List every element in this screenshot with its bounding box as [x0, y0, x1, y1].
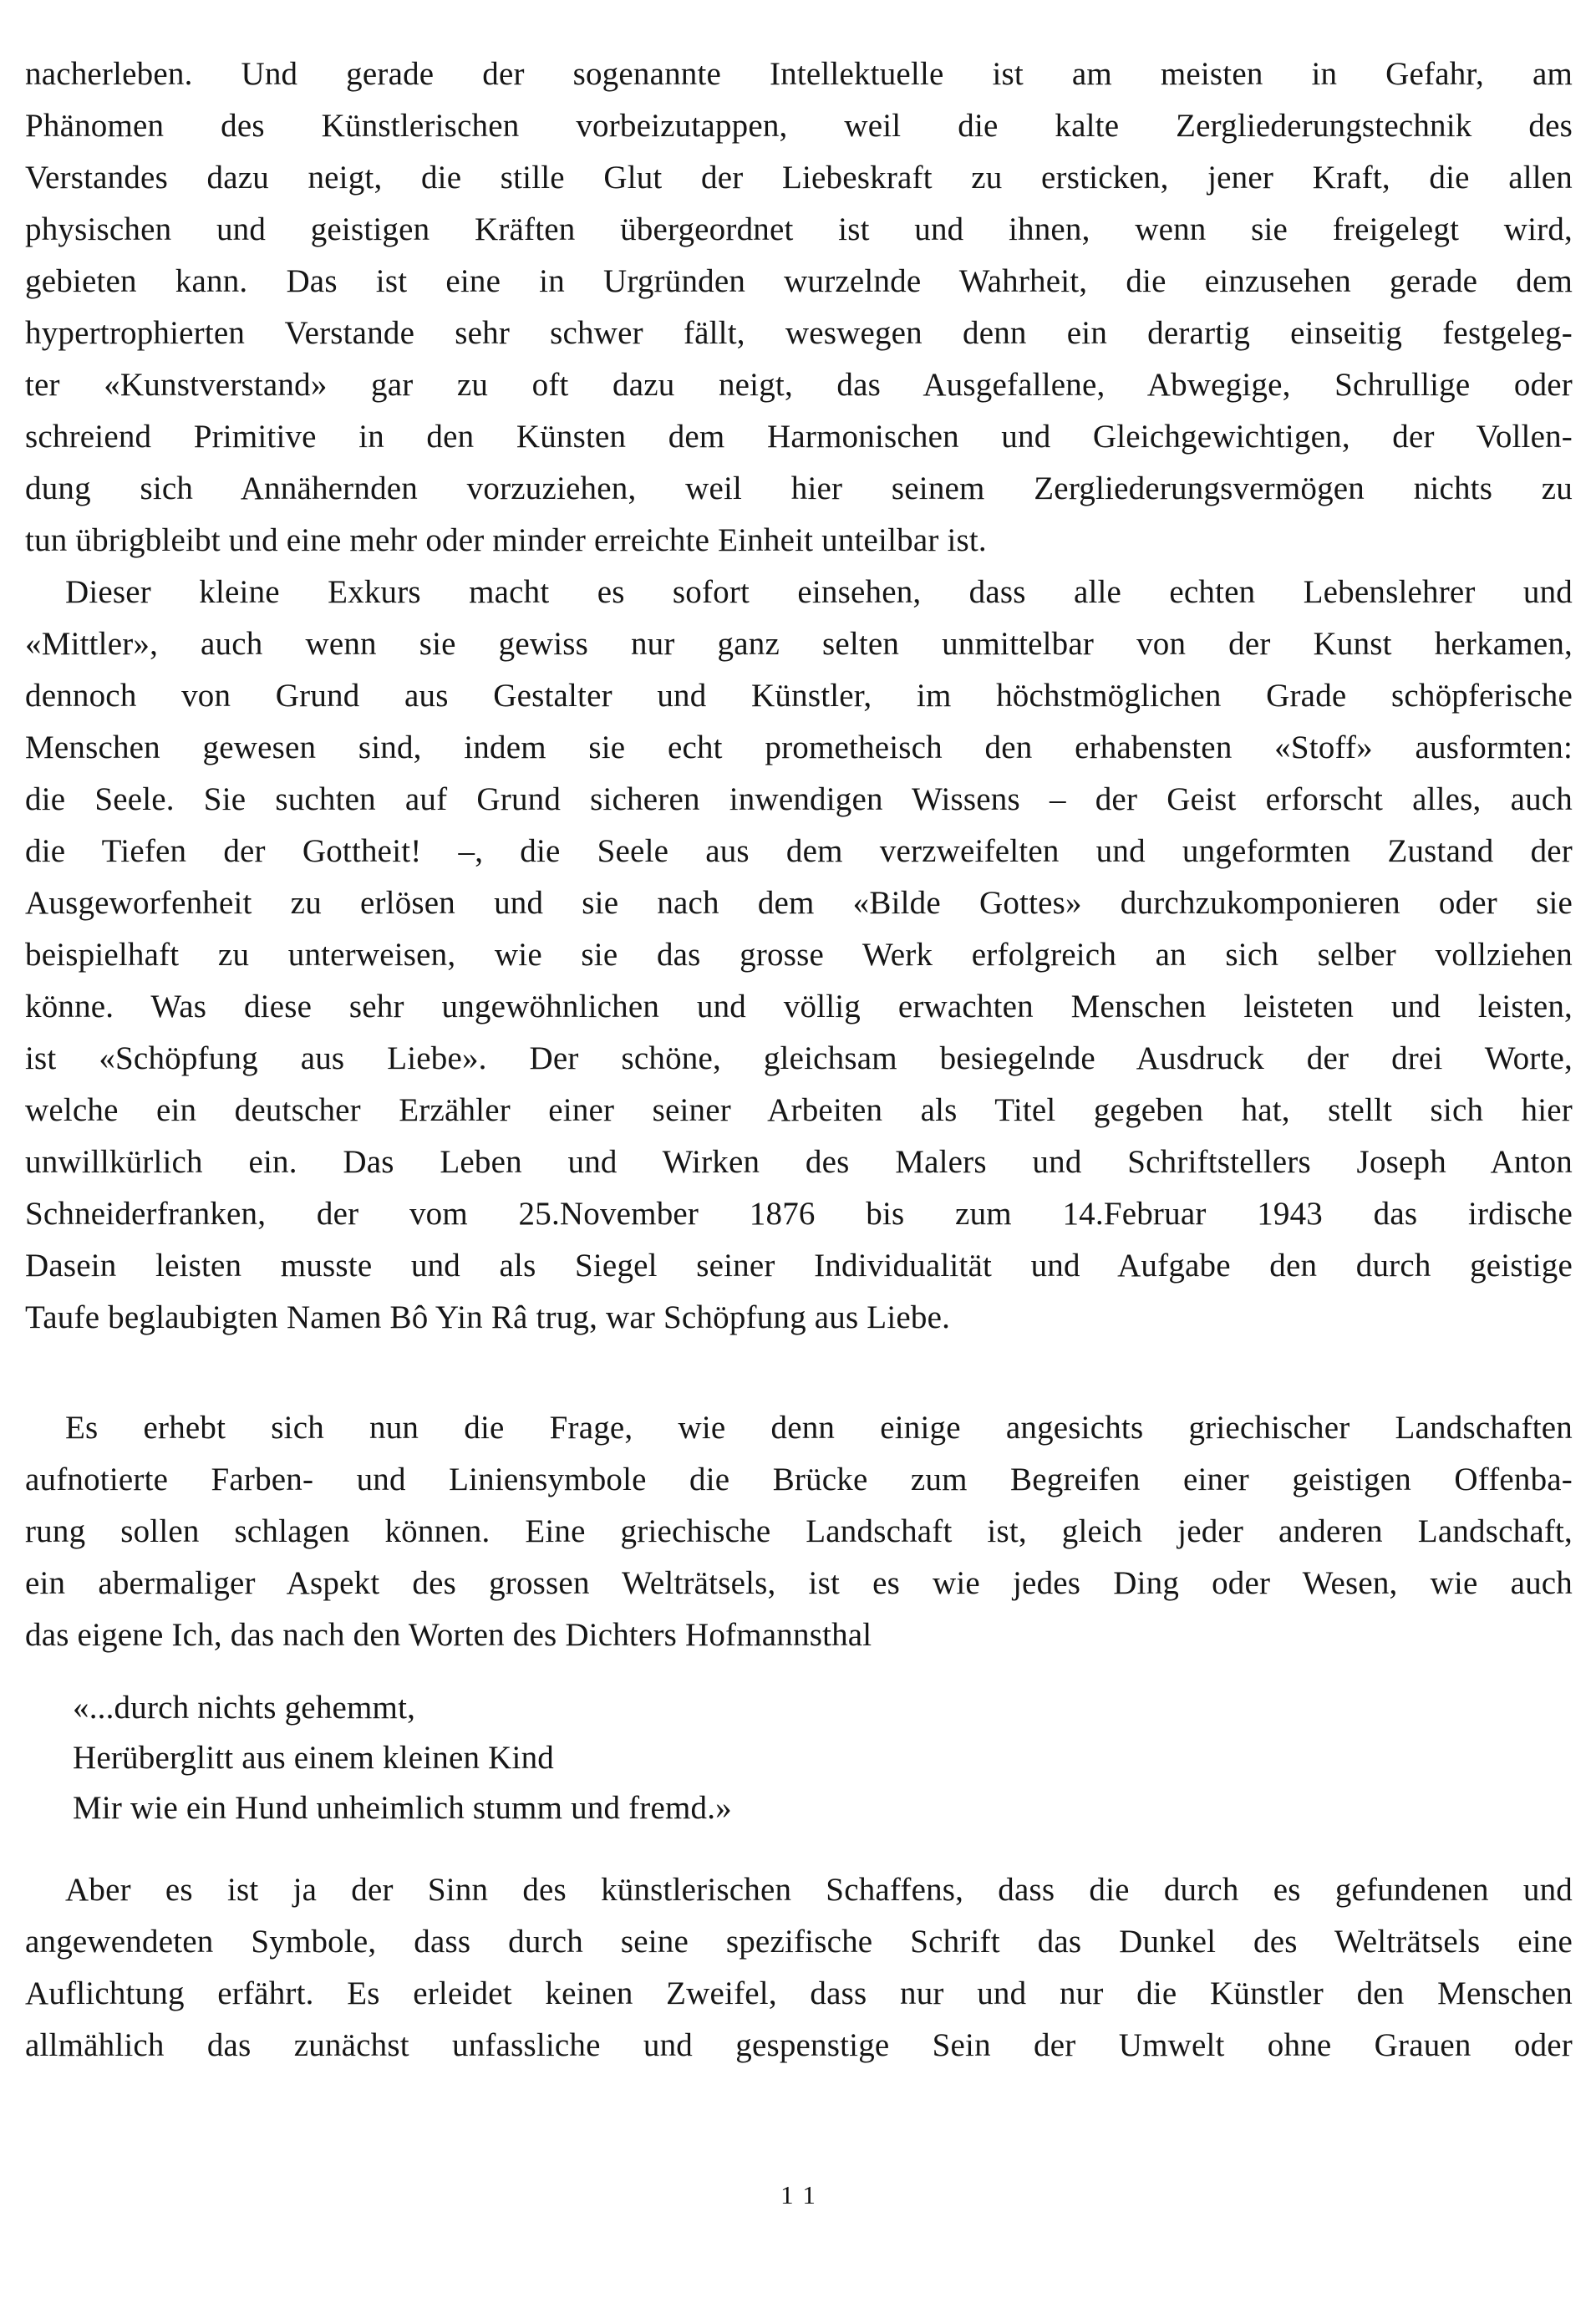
text-line: tun übrigbleibt und eine mehr oder minder erreichte Einheit unteilbar ist. [25, 522, 987, 558]
text-line: welche ein deutscher Erzähler einer seiner Arbeiten als Titel gegeben hat, stellt sich hier [25, 1092, 1573, 1128]
text-line: gebieten kann. Das ist eine in Urgründen wurzelnde Wahrheit, die einzusehen gerade dem [25, 263, 1573, 299]
paragraph [25, 1864, 1573, 2072]
text-line: Mir wie ein Hund unheimlich stumm und fremd.» [73, 1790, 732, 1826]
text-line: schreiend Primitive in den Künsten dem Harmonischen und Gleichgewichtigen, der Vollen- [25, 419, 1573, 455]
text-line: Taufe beglaubigten Namen Bô Yin Râ trug, war Schöpfung aus Liebe. [25, 1299, 951, 1335]
text-line: aufnotierte Farben- und Liniensymbole die Brücke zum Begreifen einer geistigen Offenba- [25, 1462, 1573, 1497]
text-line: Menschen gewesen sind, indem sie echt prometheisch den erhabensten «Stoff» ausformten: [25, 730, 1573, 765]
text-line: beispielhaft zu unterweisen, wie sie das grosse Werk erfolgreich an sich selber vollziehen [25, 937, 1573, 973]
text-line: hypertrophierten Verstande sehr schwer fällt, weswegen denn ein derartig einseitig festgeleg- [25, 315, 1573, 351]
text-line: «Mittler», auch wenn sie gewiss nur ganz selten unmittelbar von der Kunst herkamen, [25, 626, 1573, 662]
text-line: ist «Schöpfung aus Liebe». Der schöne, gleichsam besiegelnde Ausdruck der drei Worte, [25, 1040, 1573, 1076]
text-line: Ausgeworfenheit zu erlösen und sie nach dem «Bilde Gottes» durchzukomponieren oder sie [25, 885, 1573, 921]
page-number: 11 [780, 2180, 826, 2209]
text-line: «...durch nichts gehemmt, [73, 1690, 416, 1726]
text-line: physischen und geistigen Kräften übergeordnet ist und ihnen, wenn sie freigelegt wird, [25, 211, 1573, 247]
text-line: ter «Kunstverstand» gar zu oft dazu neigt, das Ausgefallene, Abwegige, Schrullige oder [25, 367, 1573, 403]
text-line: nacherleben. Und gerade der sogenannte Intellektuelle ist am meisten in Gefahr, am [25, 56, 1573, 92]
text-line: dennoch von Grund aus Gestalter und Künstler, im höchstmöglichen Grade schöpferische [25, 678, 1573, 714]
paragraph [25, 1402, 1573, 1661]
text-line: Es erhebt sich nun die Frage, wie denn einige angesichts griechischer Landschaften [65, 1410, 1573, 1446]
text-line: die Seele. Sie suchten auf Grund sicheren inwendigen Wissens – der Geist erforscht alles, auch [25, 781, 1573, 817]
text-line: Schneiderfranken, der vom 25.November 1876 bis zum 14.Februar 1943 das irdische [25, 1196, 1573, 1232]
quote-block [25, 1683, 1573, 1833]
text-line: Herüberglitt aus einem kleinen Kind [73, 1740, 554, 1776]
text-line: Auflichtung erfährt. Es erleidet keinen Zweifel, dass nur und nur die Künstler den Menschen [25, 1975, 1573, 2011]
text-line: unwillkürlich ein. Das Leben und Wirken des Malers und Schriftstellers Joseph Anton [25, 1144, 1573, 1180]
text-line: das eigene Ich, das nach den Worten des Dichters Hofmannsthal [25, 1617, 872, 1653]
text-line: rung sollen schlagen können. Eine griechische Landschaft ist, gleich jeder anderen Landschaft, [25, 1513, 1573, 1549]
text-line: Aber es ist ja der Sinn des künstlerischen Schaffens, dass die durch es gefundenen und [65, 1872, 1573, 1908]
text-line: Verstandes dazu neigt, die stille Glut der Liebeskraft zu ersticken, jener Kraft, die allen [25, 160, 1573, 196]
text-line: die Tiefen der Gottheit! –, die Seele aus dem verzweifelten und ungeformten Zustand der [25, 833, 1573, 869]
text-line: Dasein leisten musste und als Siegel seiner Individualität und Aufgabe den durch geistige [25, 1248, 1573, 1284]
paragraph [25, 567, 1573, 1344]
text-line: allmählich das zunächst unfassliche und gespenstige Sein der Umwelt ohne Grauen oder [25, 2027, 1573, 2063]
paragraph [25, 48, 1573, 567]
text-line: angewendeten Symbole, dass durch seine spezifische Schrift das Dunkel des Welträtsels eine [25, 1924, 1573, 1960]
text-line: Phänomen des Künstlerischen vorbeizutappen, weil die kalte Zergliederungstechnik des [25, 108, 1573, 144]
text-line: Dieser kleine Exkurs macht es sofort einsehen, dass alle echten Lebenslehrer und [65, 574, 1573, 610]
text-line: dung sich Annähernden vorzuziehen, weil hier seinem Zergliederungsvermögen nichts zu [25, 470, 1573, 506]
text-line: könne. Was diese sehr ungewöhnlichen und völlig erwachten Menschen leisteten und leisten, [25, 989, 1573, 1024]
text-line: ein abermaliger Aspekt des grossen Welträtsels, ist es wie jedes Ding oder Wesen, wie auch [25, 1565, 1573, 1601]
text-block [25, 48, 1573, 2072]
